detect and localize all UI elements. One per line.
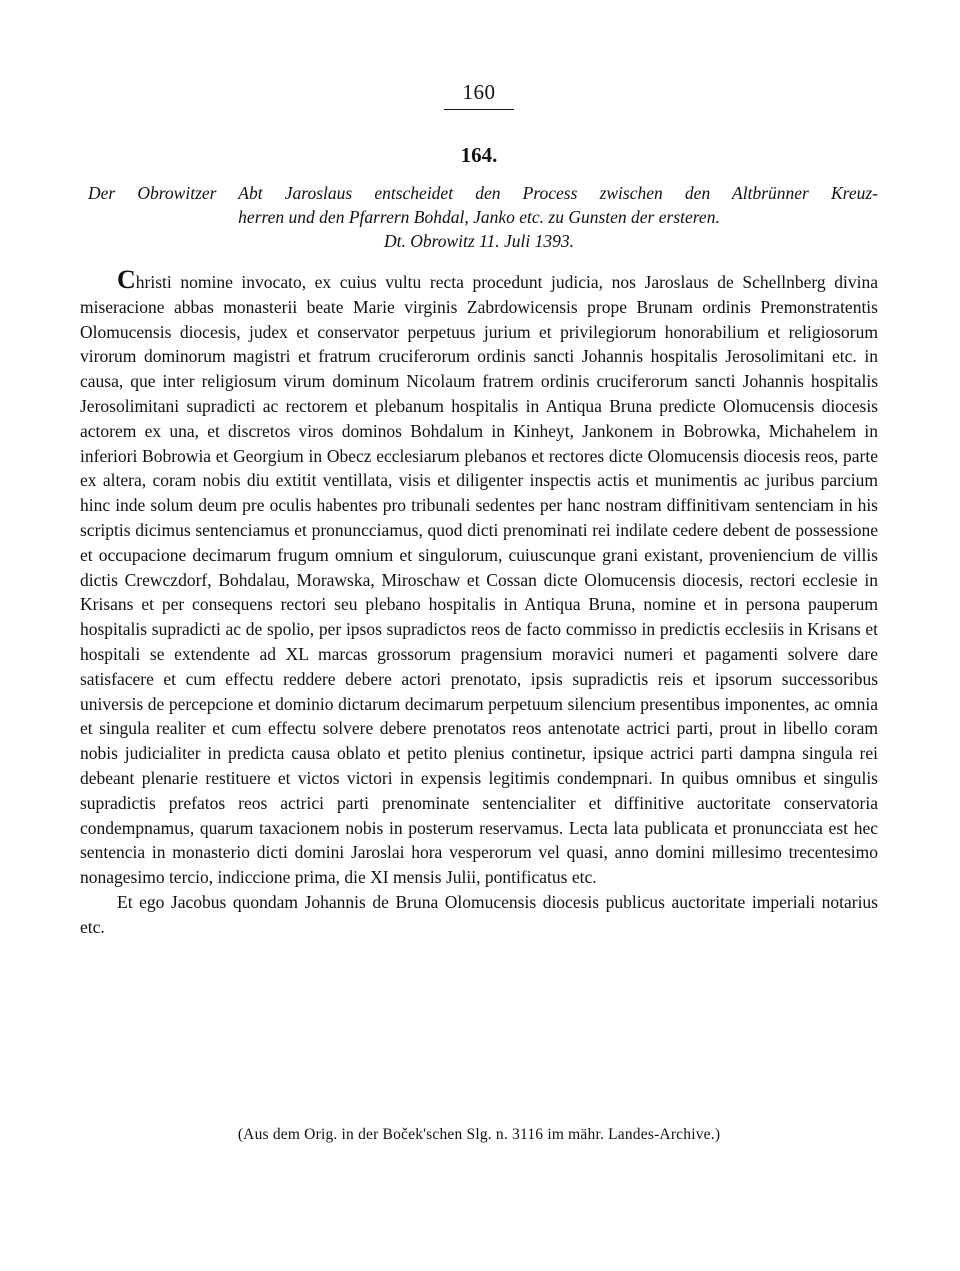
paragraph-sentence: [80, 265, 878, 890]
heading-line-1: Der Obrowitzer Abt Jaroslaus entscheidet den Process zwischen den Altbrünner Kreuz-: [88, 183, 878, 203]
document-heading: [80, 181, 878, 253]
heading-line-2: herren und den Pfarrern Bohdal, Janko etc. zu Gunsten der ersteren.: [238, 207, 720, 227]
document-body: [80, 265, 878, 940]
document-number: 164.: [460, 143, 498, 167]
page-number: 160: [462, 80, 496, 104]
initial-letter: C: [117, 265, 136, 294]
source-note: (Aus dem Orig. in der Boček'schen Slg. n. 3116 im mähr. Landes-Archive.): [237, 1126, 721, 1143]
heading-date-line: Dt. Obrowitz 11. Juli 1393.: [383, 231, 575, 251]
page-number-rule: [444, 109, 514, 110]
paragraph-sentence-text: hristi nomine invocato, ex cuius vultu recta procedunt judicia, nos Jaroslaus de Schellnberg divina miseracione abbas monasterii beate Marie virginis Zabrdowicensis prope Brunam ordinis Premonstratentis Olomucensis diocesis, judex et conservator perpetuus jurium et privilegiorum honorabilium et religiosorum virorum dominorum magistri et fratrum cruciferorum ordinis sancti Johannis hospitalis Jerosolimitani etc. in causa, que inter religiosum virum dominum Nicolaum fratrem ordinis cruciferorum sancti Johannis hospitalis Jerosolimitani supradicti ac rectorem et plebanum hospitalis in Antiqua Bruna predicte Olomucensis diocesis actorem ex una, et discretos viros dominos Bohdalum in Kinheyt, Jankonem in Bobrowka, Michahelem in inferiori Bobrowia et Georgium in Obecz ecclesiarum plebanos et rectores dicte Olomucensis diocesis reos, parte ex altera, coram nobis diu extitit ventillata, visis et diligenter inspectis actis et munimentis ac juribus parcium hinc inde solum deum pre oculis habentes pro tribunali sedentes per hanc nostram diffinitivam sentenciam in his scriptis dicimus sentenciamus et pronuncciamus, quod dicti prenominati rei indilate cedere debent de possessione et occupacione decimarum frugum omnium et singulorum, cuiuscunque grani existant, proveniencium de villis dictis Crewczdorf, Bohdalau, Morawska, Miroschaw et Cossan dicte Olomucensis diocesis, rectori ecclesie in Krisans et per consequens rectori seu plebano hospitalis in Antiqua Bruna, nomine et in persona pauperum hospitalis supradicti ac de spolio, per ipsos supradictos reos de facto commisso in predictis ecclesiis in Krisans et hospitali se extendente ad XL marcas grossorum pragensium moravici numeri et pagamenti solvere dare satisfacere et cum effectu reddere debere actori prenotato, ipsis supradictis reis et ipsorum successoribus universis de percepcione et dominio dictarum decimarum perpetuum silencium presentibus imponentes, ac omnia et singula realiter et cum effectu solvere debere prenotatos reos antenotate actrici parti, prout in libello coram nobis judicialiter in predicta causa oblato et petito plenius continetur, ipsique actrici parti dampna singula rei debeant plenarie restituere et victos victori in expensis legitimis condempnari. In quibus omnibus et singulis supradictis prefatos reos actrici parti prenominate sentencialiter et diffinitive auctoritate conservatoria condempnamus, quarum taxacionem nobis in posterum reservamus. Lecta lata publicata et pronuncciata est hec sentencia in monasterio dicti domini Jaroslai hora vesperorum vel quasi, anno domini millesimo trecentesimo nonagesimo tercio, indiccione prima, die XI mensis Julii, pontificatus etc.: [80, 272, 878, 888]
paragraph-notary: Et ego Jacobus quondam Johannis de Bruna Olomucensis diocesis publicus auctoritate imperiali notarius etc.: [80, 891, 878, 937]
